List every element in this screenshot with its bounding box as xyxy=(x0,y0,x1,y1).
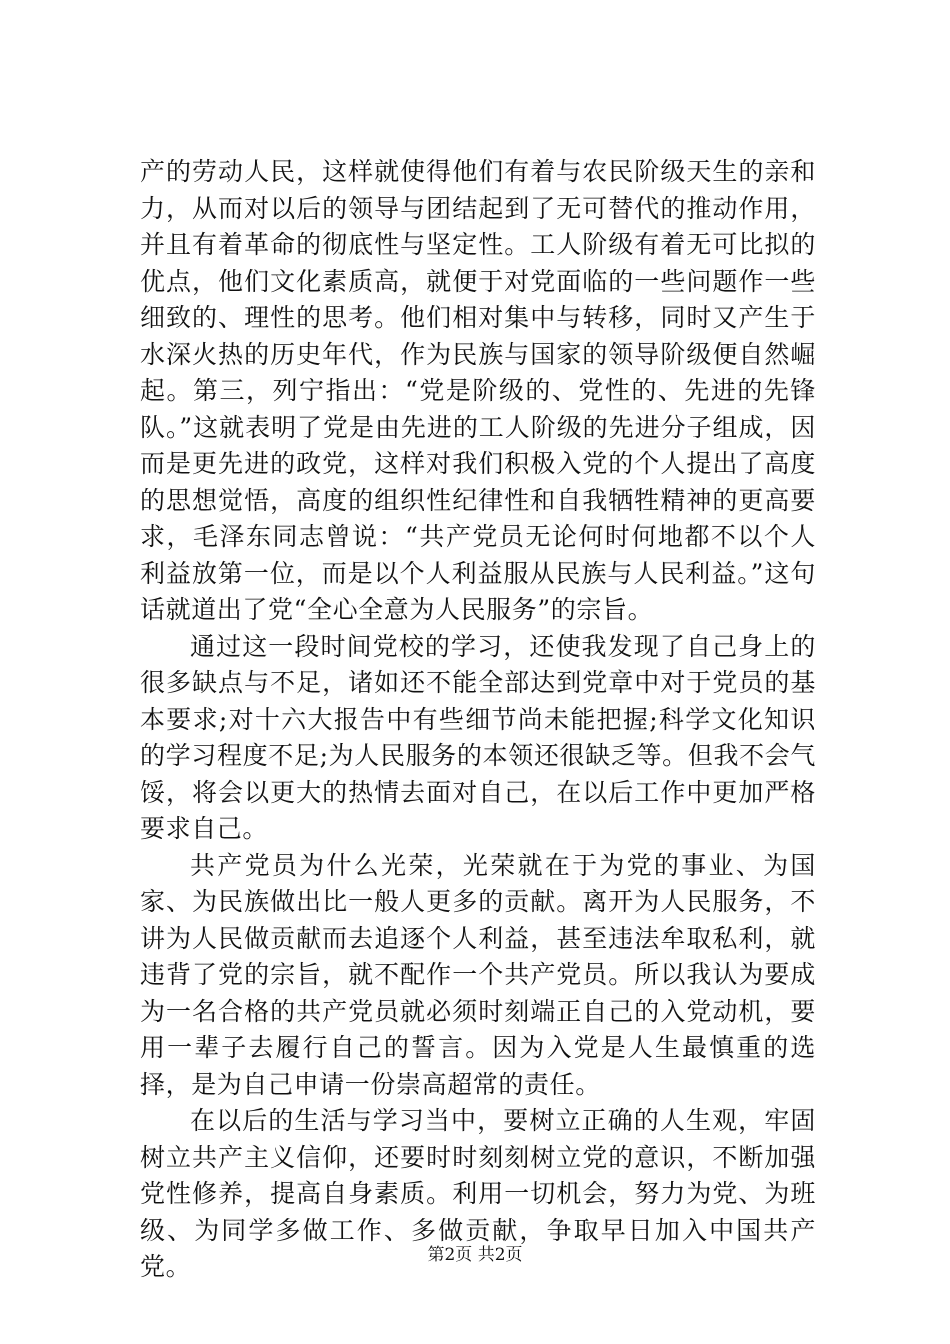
document-body xyxy=(140,154,816,1286)
paragraph-1: 产的劳动人民，这样就使得他们有着与农民阶级天生的亲和力，从而对以后的领导与团结起到了无可替代的推动作用，并且有着革命的彻底性与坚定性。工人阶级有着无可比拟的优点，他们文化素质高，就便于对党面临的一些问题作一些细致的、理性的思考。他们相对集中与转移，同时又产生于水深火热的历史年代，作为民族与国家的领导阶级便自然崛起。第三，列宁指出：“党是阶级的、党性的、先进的先锋队。”这就表明了党是由先进的工人阶级的先进分子组成，因而是更先进的政党，这样对我们积极入党的个人提出了高度的思想觉悟，高度的组织性纪律性和自我牺牲精神的更高要求，毛泽东同志曾说：“共产党员无论何时何地都不以个人利益放第一位，而是以个人利益服从民族与人民利益。”这句话就道出了党“全心全意为人民服务”的宗旨。 xyxy=(140,157,816,624)
paragraph-3: 共产党员为什么光荣，光荣就在于为党的事业、为国家、为民族做出比一般人更多的贡献。离开为人民服务，不讲为人民做贡献而去追逐个人利益，甚至违法牟取私利，就违背了党的宗旨，就不配作一个共产党员。所以我认为要成为一名合格的共产党员就必须时刻端正自己的入党动机，要用一辈子去履行自己的誓言。因为入党是人生最慎重的选择，是为自己申请一份崇高超常的责任。 xyxy=(140,850,816,1099)
page-number-footer: 第2页 共2页 xyxy=(427,1245,523,1265)
paragraph-2: 通过这一段时间党校的学习，还使我发现了自己身上的很多缺点与不足，诸如还不能全部达到党章中对于党员的基本要求;对十六大报告中有些细节尚未能把握;科学文化知识的学习程度不足;为人民服务的本领还很缺乏等。但我不会气馁，将会以更大的热情去面对自己，在以后工作中更加严格要求自己。 xyxy=(140,631,816,843)
paragraph-4: 在以后的生活与学习当中，要树立正确的人生观，牢固树立共产主义信仰，还要时时刻刻树立党的意识，不断加强党性修养，提高自身素质。利用一切机会，努力为党、为班级、为同学多做工作、多做贡献，争取早日加入中国共产党。 xyxy=(140,1106,816,1281)
